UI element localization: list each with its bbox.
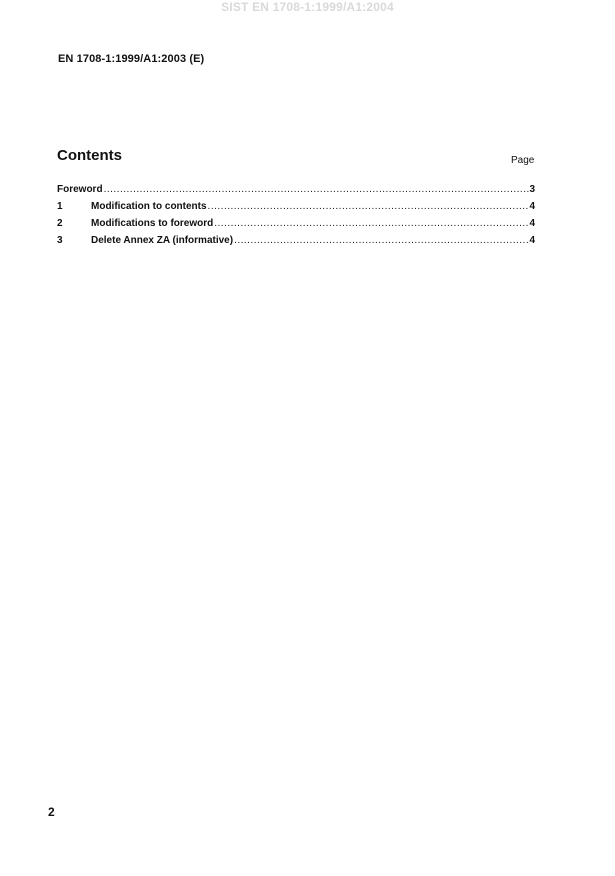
toc-entry-foreword[interactable] [57, 184, 535, 201]
dot-leader [103, 184, 530, 195]
toc-entry-number: 3 [57, 235, 63, 246]
dot-leader [207, 201, 530, 212]
toc-entry-page: 4 [529, 201, 535, 212]
dot-leader [233, 235, 529, 246]
dot-leader [213, 218, 529, 229]
document-id: EN 1708-1:1999/A1:2003 (E) [58, 53, 205, 65]
toc-entry-number: 2 [57, 218, 63, 229]
toc-entry-page: 4 [529, 218, 535, 229]
contents-heading: Contents [57, 147, 122, 164]
watermark: SIST EN 1708-1:1999/A1:2004 [221, 0, 394, 14]
toc-entry-delete-annex-za[interactable] [57, 235, 535, 252]
toc-entry-modification-to-contents[interactable] [57, 201, 535, 218]
toc-entry-title: Foreword [57, 184, 103, 195]
toc-entry-title: Delete Annex ZA (informative) [91, 235, 234, 246]
toc-entry-title: Modifications to foreword [91, 218, 214, 229]
page-number: 2 [48, 805, 55, 819]
page-column-label: Page [511, 155, 535, 166]
toc-entry-page: 4 [529, 235, 535, 246]
toc-entry-modifications-to-foreword[interactable] [57, 218, 535, 235]
toc-entry-number: 1 [57, 201, 63, 212]
toc-entry-title: Modification to contents [91, 201, 207, 212]
table-of-contents [57, 184, 535, 252]
toc-entry-page: 3 [529, 184, 535, 195]
